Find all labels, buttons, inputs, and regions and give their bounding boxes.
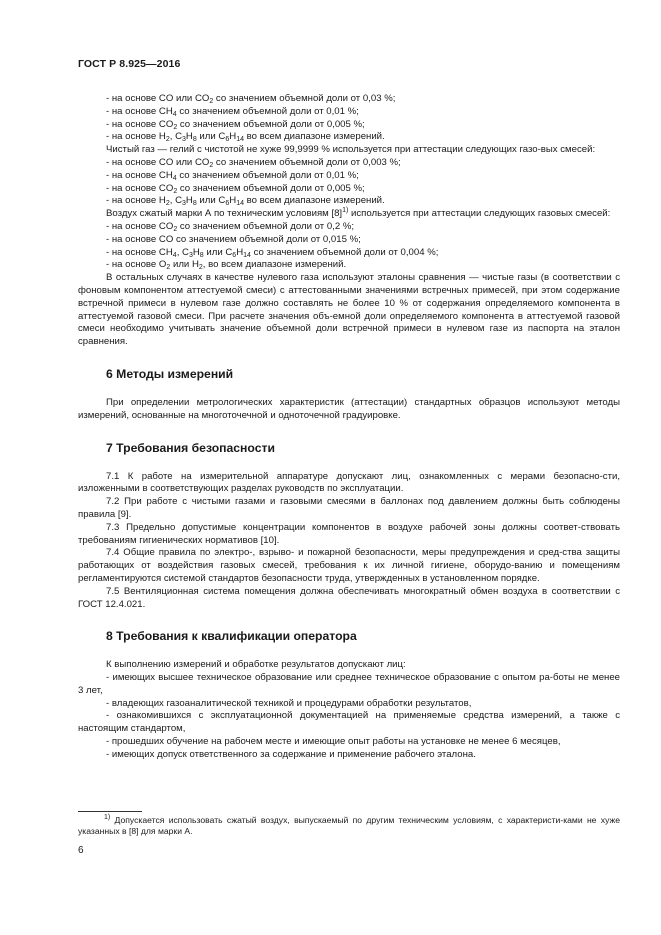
- clause-7-4: 7.4 Общие правила по электро-, взрыво- и пожарной безопасности, меры предупреждения и сред-ства защиты работающих от воздействия газовых смесей, требования к их личной гигиене, оборудо-ванию и помещениям регламентируются системой стандартов безопасности труда, утвержденных в установленном порядке.: [78, 547, 620, 584]
- list-item: - владеющих газоаналитической техникой и процедурами обработки результатов,: [106, 697, 472, 709]
- footnote: $^{1)}$ Допускается использовать сжатый воздух, выпускаемый по другим техническим условиям, с характеристи-ками не хуже указанных в [8] для марки А.: [78, 814, 620, 836]
- page-number: 6: [78, 845, 84, 856]
- list-item: - на основе $CH_4$ со значением объемной доли от 0,01 %;: [106, 105, 359, 118]
- list-item: - на основе $CO_2$ со значением объемной доли от 0,2 %;: [106, 220, 355, 233]
- list-item: - имеющих высшее техническое образование или среднее техническое образование с опытом ра-боты не менее 3 лет,: [78, 672, 620, 696]
- clause-7-3: 7.3 Предельно допустимые концентрации компонентов в воздухе рабочей зоны должны соответ-ствовать требованиям гигиенических нормативов [10].: [78, 521, 620, 546]
- list-item: - ознакомившихся с эксплуатационной документацией на применяемые средства измерений, а также с настоящим стандартом,: [78, 710, 620, 735]
- list-item: - на основе CO со значением объемной доли от 0,015 %;: [106, 233, 361, 245]
- helium-intro: Чистый газ — гелий с чистотой не хуже 99,9999 % используется при аттестации следующих газо-вых смесей:: [106, 144, 596, 156]
- clause-7-1: 7.1 К работе на измерительной аппаратуре допускают лиц, ознакомленных с мерами безопасно-сти, изложенными в соответствующих разделах руководств по эксплуатации.: [78, 470, 620, 495]
- air-intro: Воздух сжатый марки А по техническим условиям $[8]^{1)}$ используется при аттестации следующих газовых смесей:: [106, 207, 611, 220]
- footnote-mark: 1): [104, 814, 111, 821]
- list-item: - на основе $O_2$ или $H_2$, во всем диапазоне измерений.: [106, 259, 347, 272]
- clause-7-2: 7.2 При работе с чистыми газами и газовыми смесями в баллонах под давлением должны быть соблюдены правила [9].: [78, 496, 620, 520]
- list-item: - на основе $H_2$, $C_3H_8$ или $C_6H_{14}$ во всем диапазоне измерений.: [106, 131, 385, 144]
- list-item: - на основе CO или $CO_2$ со значением объемной доли от 0,003 %;: [106, 156, 401, 169]
- list-item: - на основе $CO_2$ со значением объемной доли от 0,005 %;: [106, 182, 365, 195]
- list-item: - на основе CO или $CO_2$ со значением объемной доли от 0,03 %;: [106, 93, 396, 105]
- clause-7-5: 7.5 Вентиляционная система помещения должна обеспечивать многократный обмен воздуха в соответствии с ГОСТ 12.4.021.: [78, 585, 620, 610]
- section-8-intro: К выполнению измерений и обработке результатов допускают лиц:: [106, 659, 406, 671]
- document-header: ГОСТ Р 8.925—2016: [78, 58, 181, 70]
- section-6-title: 6 Методы измерений: [106, 366, 234, 381]
- footnote-ref: 1): [342, 207, 349, 215]
- list-item: - на основе $CH_4$ со значением объемной доли от 0,01 %;: [106, 169, 359, 182]
- section-8-title: 8 Требования к квалификации оператора: [106, 629, 357, 644]
- footnote-divider: [78, 811, 142, 812]
- list-item: - прошедших обучение на рабочем месте и имеющие опыт работы на установке не менее 6 месяцев,: [106, 736, 561, 748]
- list-item: - имеющих допуск ответственного за содержание и применение рабочего эталона.: [106, 748, 476, 760]
- list-item: - на основе $H_2$, $C_3H_8$ или $C_6H_{14}$ во всем диапазоне измерений.: [106, 195, 385, 208]
- list-item: - на основе $CH_4$, $C_3H_8$ или $C_6H_{14}$ со значением объемной доли от 0,004 %;: [106, 246, 439, 259]
- section-7-title: 7 Требования безопасности: [106, 440, 275, 455]
- list-item: - на основе $CO_2$ со значением объемной доли от 0,005 %;: [106, 118, 365, 131]
- page-content: [78, 93, 620, 762]
- remaining-paragraph: В остальных случаях в качестве нулевого газа используют эталоны сравнения — чистые газы (в соответствии с фоновым компонентом аттестуемой смеси) с аттестованными значениями встречных примесей, при этом содержание встречной примеси в нулевом газе должно составлять не более 10 % от содержания определяемого компонента в аттестуемой газовой смеси. При расчете значения объ-емной доли определяемого компонента в аттестуемой газовой смеси необходимо учитывать значение объемной доли встречной примеси в нулевом газе из паспорта на эталон сравнения.: [78, 272, 620, 348]
- section-6-text: При определении метрологических характеристик (аттестации) стандартных образцов используют методы измерений, основанные на многоточечной и одноточечной градуировке.: [78, 396, 620, 421]
